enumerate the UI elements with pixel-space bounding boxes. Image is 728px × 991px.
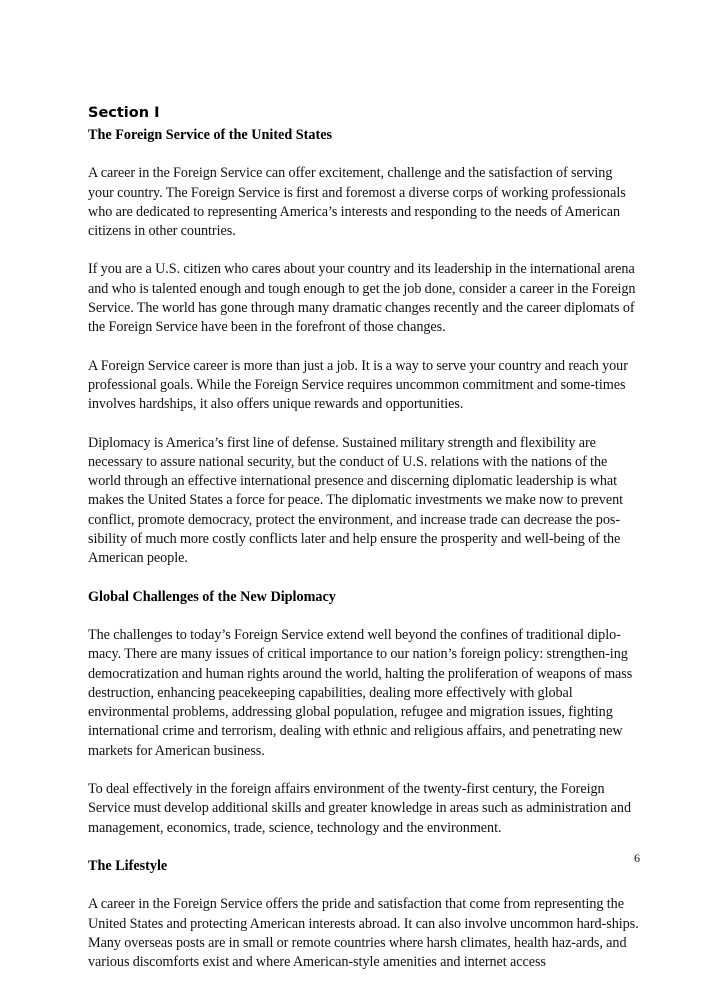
paragraph-intro-4: Diplomacy is America’s first line of defense. Sustained military strength and flexibility are necessary to assure national security, but the conduct of U.S. relations with the nations of the world through an effective international presence and discerning diplomatic leadership is what makes the United States a force for peace. The diplomatic investments we make now to prevent conflict, promote democracy, protect the environment, and increase trade can decrease the pos-sibility of much more costly conflicts later and help ensure the prosperity and well-being of the American people. [88, 434, 624, 567]
paragraph-global-2: To deal effectively in the foreign affairs environment of the twenty-first century, the Foreign Service must develop additional skills and greater knowledge in areas such as administration and management, economics, trade, science, technology and the environment. [88, 781, 632, 836]
section-label: Section I [88, 105, 160, 121]
document-title: The Foreign Service of the United States [88, 127, 333, 143]
paragraph-global-1: The challenges to today’s Foreign Service extend well beyond the confines of traditional diplo-macy. There are many issues of critical importance to our nation’s foreign policy: strengthen-ing democratization and human rights around the world, halting the proliferation of weapons of mass destruction, enhancing peacekeeping capabilities, dealing more effectively with global environmental problems, addressing global population, refugee and migration issues, fighting international crime and terrorism, dealing with ethnic and religious affairs, and penetrating new markets for American business. [88, 626, 633, 759]
heading-lifestyle: The Lifestyle [88, 857, 168, 874]
document-page [88, 104, 640, 991]
page-number: 6 [634, 851, 640, 865]
paragraph-lifestyle-1: A career in the Foreign Service offers the pride and satisfaction that come from representing the United States and protecting American interests abroad. It can also involve uncommon hard-ships. Many overseas posts are in small or remote countries where harsh climates, health haz-ards, and various discomforts exist and where American-style amenities and internet access [88, 896, 639, 971]
heading-global-challenges: Global Challenges of the New Diplomacy [88, 588, 336, 605]
paragraph-intro-3: A Foreign Service career is more than just a job. It is a way to serve your country and reach your professional goals. While the Foreign Service requires uncommon commitment and some-times involves hardships, it also offers unique rewards and opportunities. [88, 357, 628, 413]
paragraph-intro-1: A career in the Foreign Service can offer excitement, challenge and the satisfaction of serving your country. The Foreign Service is first and foremost a diverse corps of working professionals who are dedicated to representing America’s interests and responding to the needs of American citizens in other countries. [88, 165, 626, 240]
paragraph-intro-2: If you are a U.S. citizen who cares about your country and its leadership in the international arena and who is talented enough and tough enough to get the job done, consider a career in the Foreign Service. The world has gone through many dramatic changes recently and the career diplomats of the Foreign Service have been in the forefront of those changes. [88, 261, 636, 336]
